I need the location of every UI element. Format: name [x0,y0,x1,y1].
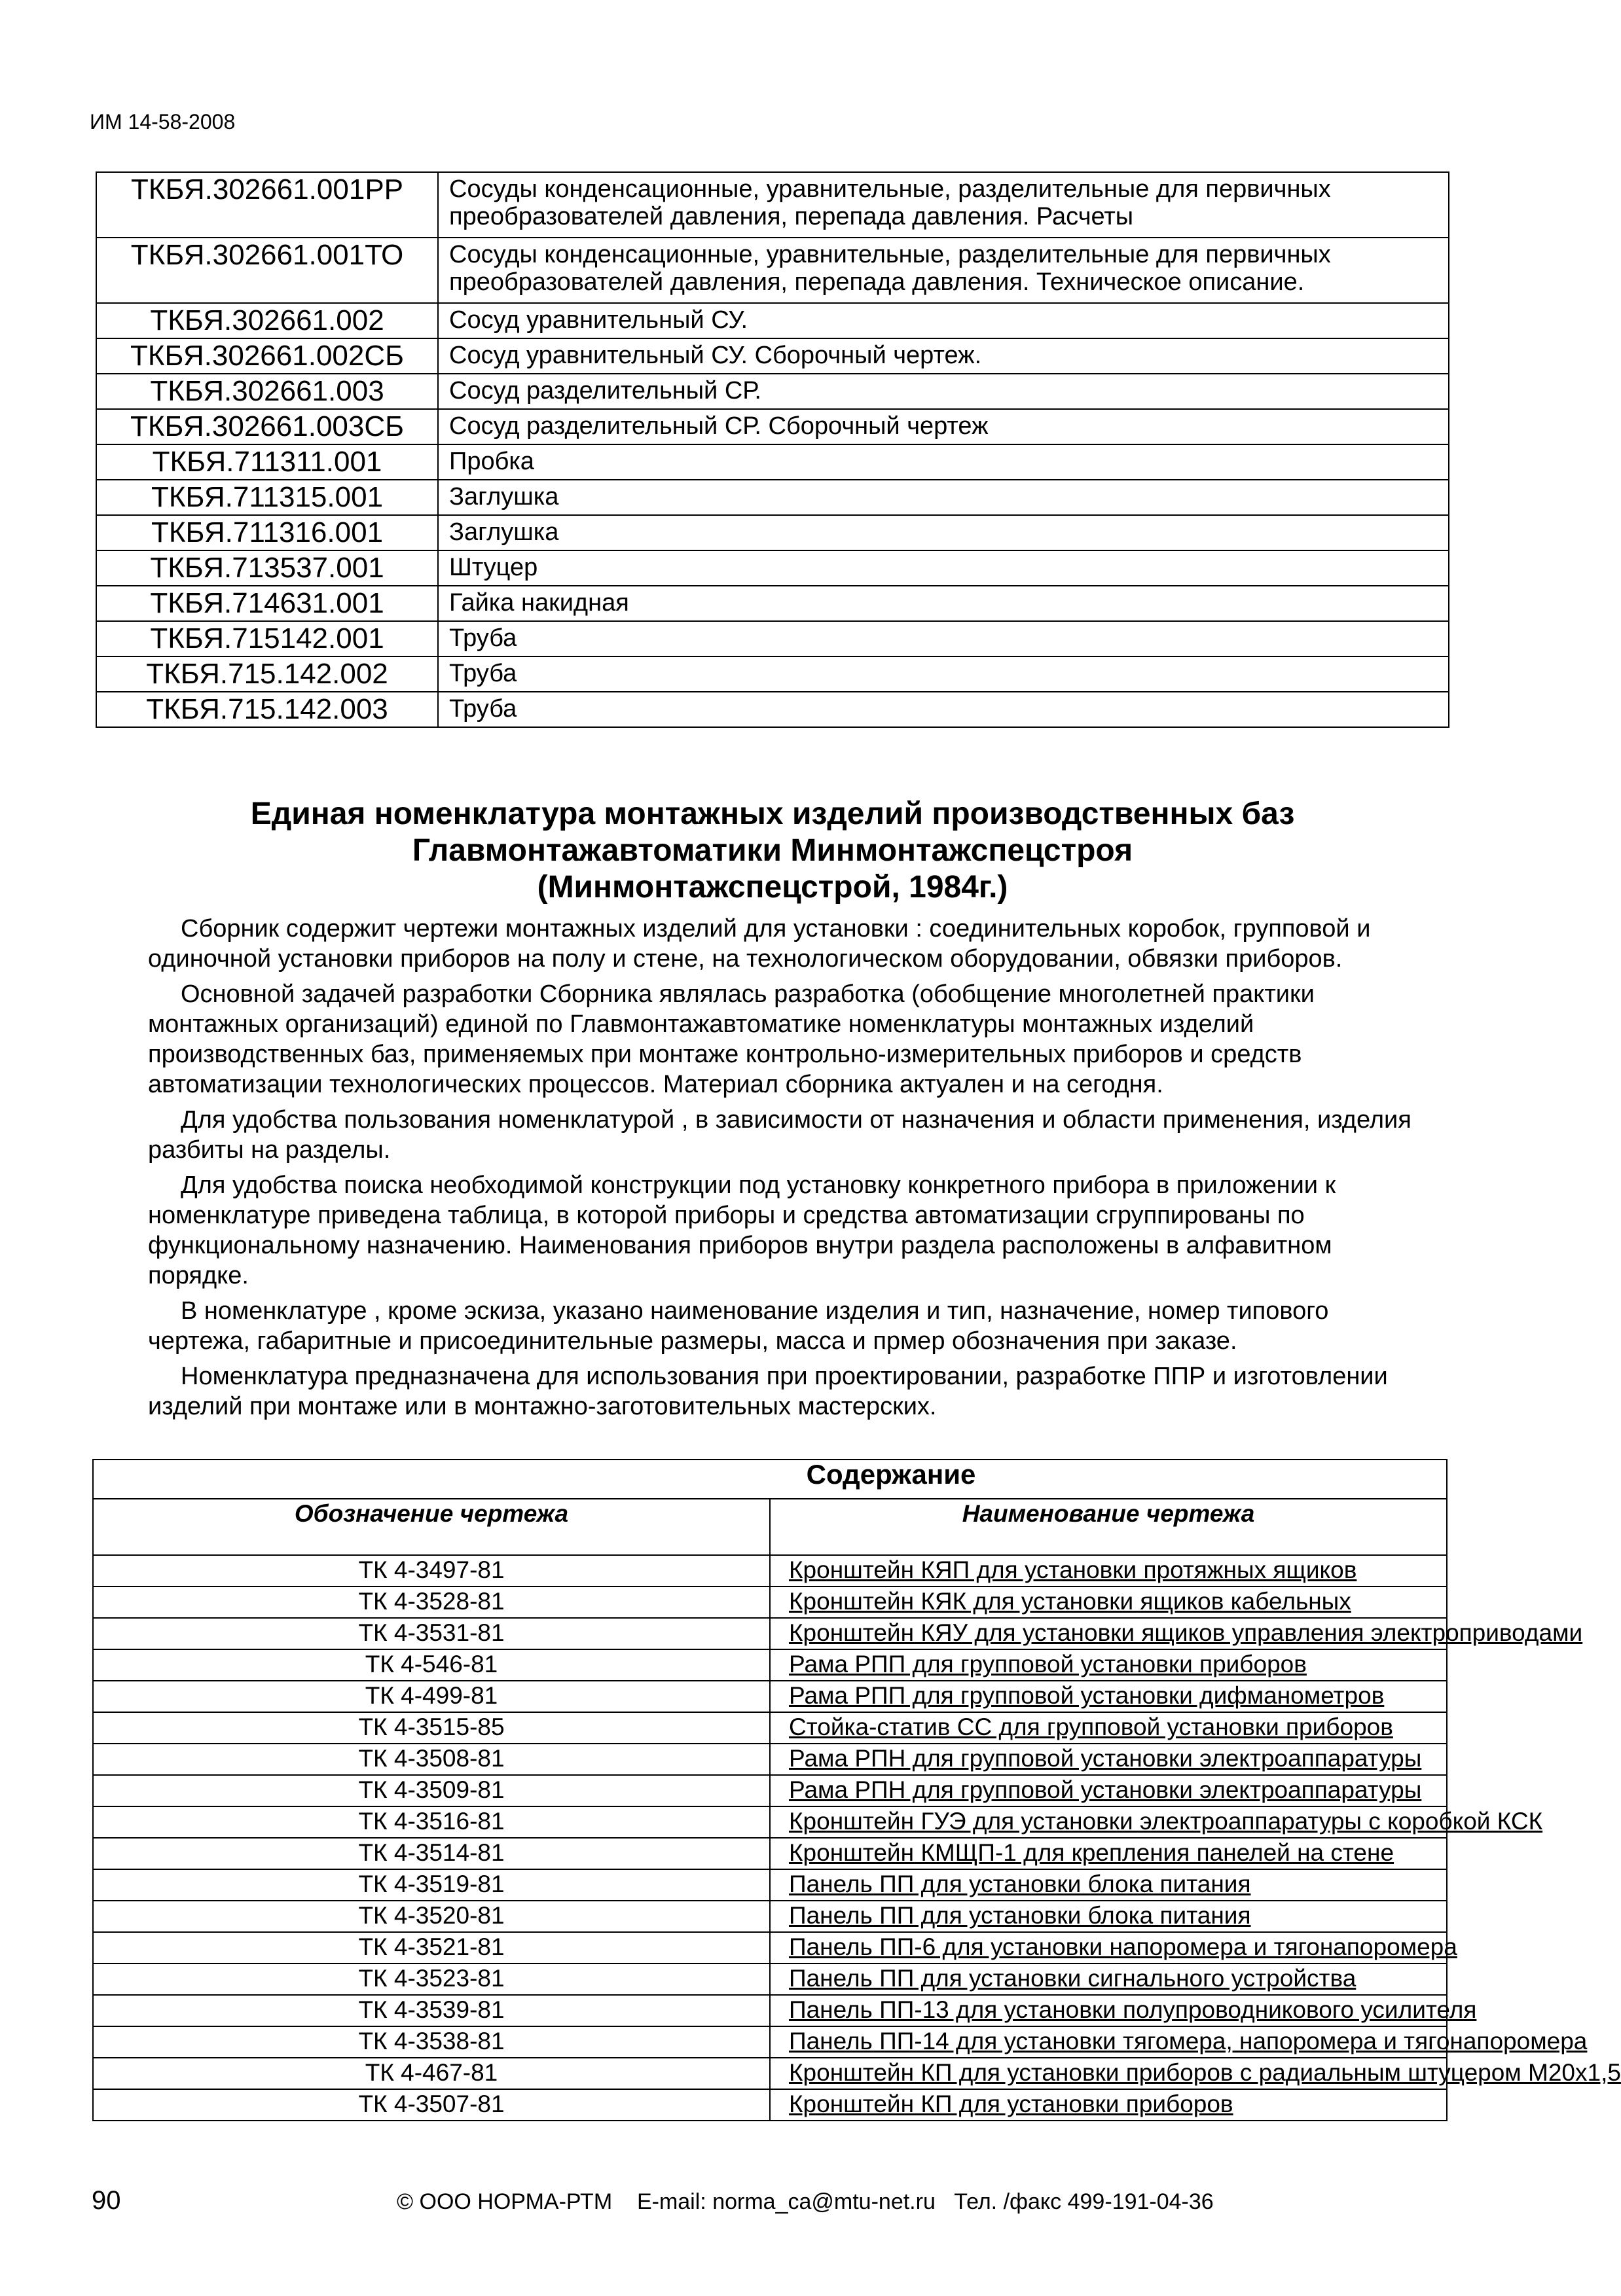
table-row [96,480,1449,515]
drawing-name [770,1555,1447,1587]
drawing-name-text: Панель ПП для установки блока питания [789,1871,1251,1897]
paragraph: Сборник содержит чертежи монтажных изделий для установки : соединительных коробок, групповой и одиночной установки приборов на полу и стене, на технологическом оборудовании, обвязки приборов. [148,915,1371,973]
table-row [96,621,1449,656]
part-code: ТКБЯ.715142.001 [96,621,438,656]
table-row [96,656,1449,692]
table-row [93,1775,1447,1806]
email-link[interactable]: norma_ca@mtu-net.ru [712,2189,936,2214]
part-code: ТКБЯ.302661.002 [96,303,438,338]
table-row [96,586,1449,621]
drawing-code: ТК 4-3539-81 [93,1995,770,2026]
drawing-code: ТК 4-3531-81 [93,1618,770,1649]
drawing-name-text: Кронштейн КЯП для установки протяжных ящиков [789,1556,1357,1583]
table-row [96,172,1449,238]
part-code: ТКБЯ.302661.003СБ [96,409,438,444]
drawing-name [770,2026,1588,2058]
drawing-code: ТК 4-3516-81 [93,1806,770,1838]
heading-line: (Минмонтажспецстрой, 1984г.) [537,870,1008,905]
drawing-code: ТК 4-3520-81 [93,1901,770,1932]
table-row [93,1901,1447,1932]
table-row [93,1712,1447,1744]
drawing-name-text: Кронштейн КМЩП-1 для крепления панелей на стене [789,1839,1394,1866]
paragraph: В номенклатуре , кроме эскиза, указано наименование изделия и тип, назначение, номер типового чертежа, габаритные и присоединительные размеры, масса и прмер обозначения при заказе. [148,1297,1329,1355]
drawing-code: ТК 4-467-81 [93,2058,770,2089]
part-name: Труба [438,692,1449,727]
part-name: Гайка накидная [438,586,1449,621]
drawing-name [770,1587,1447,1618]
part-name: Штуцер [438,550,1449,586]
drawing-name-text: Кронштейн ГУЭ для установки электроаппаратуры с коробкой КСК [789,1808,1543,1835]
drawing-name [770,1964,1447,1995]
drawing-name [770,1681,1447,1712]
part-code: ТКБЯ.713537.001 [96,550,438,586]
drawing-code: ТК 4-3528-81 [93,1587,770,1618]
drawing-name-text: Панель ПП-13 для установки полупроводникового усилителя [789,1996,1477,2023]
part-name: Сосуды конденсационные, уравнительные, разделительные для первичных преобразователей давления, перепада давления. Расчеты [438,172,1449,238]
part-code: ТКБЯ.302661.001ТО [96,238,438,303]
contents-title: Содержание [93,1460,1447,1499]
table-row [93,1744,1447,1775]
part-name: Заглушка [438,480,1449,515]
drawing-name-text: Панель ПП для установки сигнального устройства [789,1965,1357,1992]
column-header-code: Обозначение чертежа [93,1499,770,1555]
body-text [148,914,1431,1422]
phone: Тел. /факс 499-191-04-36 [954,2189,1214,2214]
document-id: ИМ 14-58-2008 [90,110,236,134]
part-code: ТКБЯ.302661.002СБ [96,338,438,374]
table-row [93,2026,1447,2058]
drawing-code: ТК 4-3519-81 [93,1869,770,1901]
drawing-name [770,1932,1457,1964]
table-row [93,1869,1447,1901]
drawing-name [770,1995,1477,2026]
part-code: ТКБЯ.714631.001 [96,586,438,621]
part-name: Сосуд уравнительный СУ. Сборочный чертеж. [438,338,1449,374]
drawing-name-text: Кронштейн КЯУ для установки ящиков управления электроприводами [789,1619,1583,1646]
part-code: ТКБЯ.715.142.002 [96,656,438,692]
drawing-name [770,1744,1447,1775]
drawing-code: ТК 4-3515-85 [93,1712,770,1744]
parts-table [96,171,1449,728]
part-code: ТКБЯ.711315.001 [96,480,438,515]
drawing-name-text: Панель ПП-14 для установки тягомера, напоромера и тягонапоромера [789,2028,1588,2054]
email-label: E-mail: [636,2189,706,2214]
drawing-name [770,1649,1447,1681]
drawing-code: ТК 4-3509-81 [93,1775,770,1806]
drawing-name-text: Стойка-статив СС для групповой установки приборов [789,1713,1393,1740]
drawing-code: ТК 4-3497-81 [93,1555,770,1587]
part-name: Заглушка [438,515,1449,550]
paragraph: Номенклатура предназначена для использования при проектировании, разработке ППР и изготовлении изделий при монтаже или в монтажно-заготовительных мастерских. [148,1363,1388,1420]
part-name: Труба [438,656,1449,692]
paragraph: Основной задачей разработки Сборника являлась разработка (обобщение многолетней практики монтажных организаций) единой по Главмонтажавтоматике номенклатуры монтажных изделий производственных баз, применяемых при монтаже контрольно-измерительных приборов и средств автоматизации технологических процессов. Материал сборника актуален и на сегодня. [148,980,1315,1098]
drawing-code: ТК 4-499-81 [93,1681,770,1712]
footer-contacts [397,2189,1248,2215]
drawing-name-text: Рама РПП для групповой установки дифманометров [789,1682,1385,1709]
table-row [96,409,1449,444]
contents-table [92,1459,1621,2121]
copyright: © ООО НОРМА-РТМ [397,2189,613,2214]
table-row [93,2058,1447,2089]
table-row [96,692,1449,727]
part-name: Труба [438,621,1449,656]
drawing-name [770,1838,1447,1869]
paragraph: Для удобства поиска необходимой конструкции под установку конкретного прибора в приложении к номенклатуре приведена таблица, в которой приборы и средства автоматизации сгруппированы по функциональному назначению. Наименования приборов внутри раздела расположены в алфавитном порядке. [148,1172,1336,1289]
table-row [96,374,1449,409]
table-row [93,1838,1447,1869]
column-header-name: Наименование чертежа [770,1499,1447,1555]
drawing-code: ТК 4-3507-81 [93,2089,770,2121]
drawing-code: ТК 4-3521-81 [93,1932,770,1964]
drawing-name-text: Кронштейн КЯК для установки ящиков кабельных [789,1588,1351,1615]
drawing-name-text: Панель ПП для установки блока питания [789,1902,1251,1929]
drawing-name-text: Рама РПП для групповой установки приборов [789,1651,1307,1677]
drawing-name [770,1775,1447,1806]
part-code: ТКБЯ.715.142.003 [96,692,438,727]
table-row [96,550,1449,586]
table-row [93,1681,1447,1712]
drawing-name [770,2058,1621,2089]
table-row [96,444,1449,480]
drawing-name [770,1712,1447,1744]
part-name: Пробка [438,444,1449,480]
table-row [96,303,1449,338]
heading-line: Единая номенклатура монтажных изделий производственных баз [250,797,1295,831]
drawing-name-text: Панель ПП-6 для установки напоромера и тягонапоромера [789,1933,1457,1960]
drawing-name [770,1806,1543,1838]
table-row [93,1618,1447,1649]
part-name: Сосуды конденсационные, уравнительные, разделительные для первичных преобразователей давления, перепада давления. Техническое описание. [438,238,1449,303]
table-row [93,1555,1447,1587]
table-row [93,1932,1447,1964]
drawing-name [770,1869,1447,1901]
drawing-code: ТК 4-3514-81 [93,1838,770,1869]
part-code: ТКБЯ.302661.001РР [96,172,438,238]
table-row [93,1587,1447,1618]
part-code: ТКБЯ.302661.003 [96,374,438,409]
drawing-name [770,1901,1447,1932]
paragraph: Для удобства пользования номенклатурой , в зависимости от назначения и области применения, изделия разбиты на разделы. [148,1106,1412,1164]
section-heading [96,796,1449,906]
page-number: 90 [92,2186,121,2215]
drawing-code: ТК 4-3523-81 [93,1964,770,1995]
drawing-name-text: Кронштейн КП для установки приборов [789,2090,1233,2117]
table-row [93,1649,1447,1681]
table-row [96,238,1449,303]
part-code: ТКБЯ.711316.001 [96,515,438,550]
part-name: Сосуд разделительный СР. Сборочный чертеж [438,409,1449,444]
drawing-name-text: Кронштейн КП для установки приборов с радиальным штуцером М20х1,5 [789,2059,1621,2086]
heading-line: Главмонтажавтоматики Минмонтажспецстроя [412,833,1133,868]
table-row [93,1964,1447,1995]
part-name: Сосуд уравнительный СУ. [438,303,1449,338]
table-row [96,515,1449,550]
part-name: Сосуд разделительный СР. [438,374,1449,409]
drawing-name [770,1618,1583,1649]
drawing-name-text: Рама РПН для групповой установки электроаппаратуры [789,1745,1422,1772]
table-row [93,1806,1447,1838]
table-row [96,338,1449,374]
drawing-code: ТК 4-546-81 [93,1649,770,1681]
part-code: ТКБЯ.711311.001 [96,444,438,480]
drawing-name-text: Рама РПН для групповой установки электроаппаратуры [789,1776,1422,1803]
drawing-name [770,2089,1447,2121]
drawing-code: ТК 4-3538-81 [93,2026,770,2058]
table-row [93,1995,1447,2026]
drawing-code: ТК 4-3508-81 [93,1744,770,1775]
table-row [93,2089,1447,2121]
